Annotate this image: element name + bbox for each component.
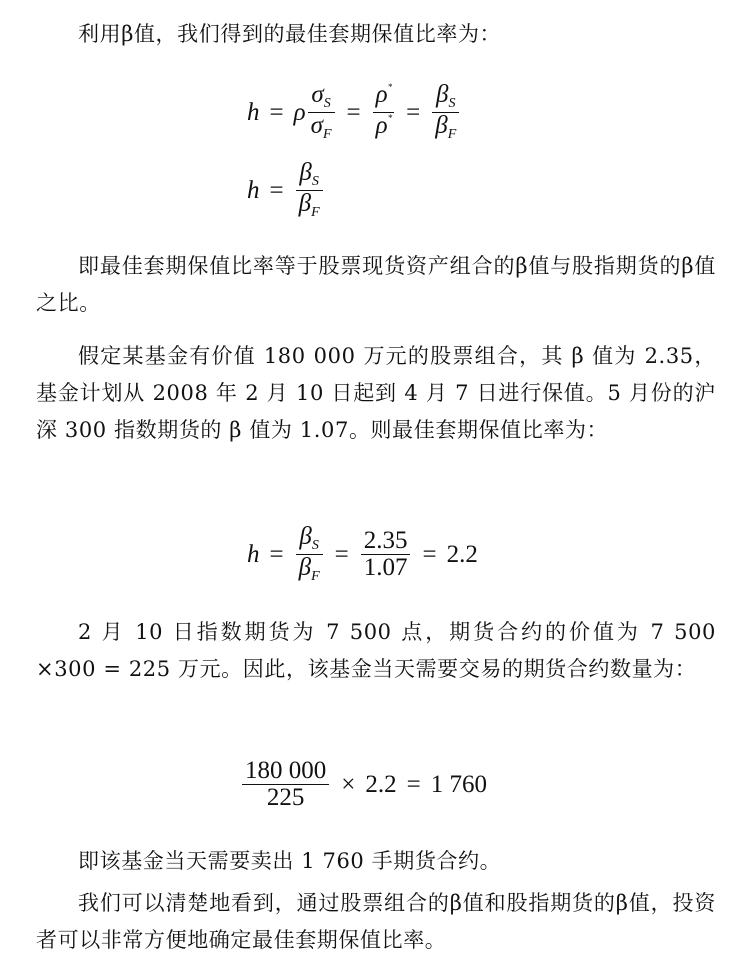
eq3-beta-fraction: $\frac{\beta_S}{\beta_F}$ — [296, 524, 323, 585]
eq1-rho-fraction: $\frac{\rho^*}{\rho^*}$ — [373, 82, 395, 143]
eq1-rho: ρ — [293, 98, 306, 126]
eq1-beta-fraction: $\frac{\beta_S}{\beta_F}$ — [432, 82, 459, 143]
eq2-beta-fraction: $\frac{\beta_S}{\beta_F}$ — [296, 160, 323, 221]
eq1-lhs: h — [247, 98, 260, 126]
equation-hedge-ratio — [247, 82, 461, 143]
paragraph-example: 假定某基金有价值 180 000 万元的股票组合，其 β 值为 2.35，基金计划从 2008 年 2 月 10 日起到 4 月 7 日进行保值。5 月份的沪深 300 指数期货的 β 值为 1.07。则最佳套期保值比率为： — [36, 344, 716, 442]
eq4-factor: 2.2 — [365, 770, 397, 798]
eq3-lhs: h — [247, 540, 260, 568]
eq3-equals-2: = — [334, 540, 349, 568]
paragraph-contract-value: 2 月 10 日指数期货为 7 500 点，期货合约的价值为 7 500 ×300 = 225 万元。因此，该基金当天需要交易的期货合约数量为： — [36, 620, 716, 681]
eq3-number-fraction: $\frac{2.35}{1.07}$ — [361, 528, 411, 581]
equation-contract-count — [240, 758, 487, 811]
eq1-equals-2: = — [346, 98, 361, 126]
eq4-fraction: $\frac{180 000}{225}$ — [242, 758, 329, 811]
eq4-times: × — [341, 770, 356, 798]
paragraph-intro: 利用β值，我们得到的最佳套期保值比率为： — [78, 22, 502, 46]
eq2-lhs: h — [247, 176, 260, 204]
equation-h-beta — [247, 160, 325, 221]
eq3-result: 2.2 — [446, 540, 478, 568]
paragraph-definition: 即最佳套期保值比率等于股票现货资产组合的β值与股指期货的β值之比。 — [36, 254, 716, 315]
eq1-sigma-fraction: $\frac{\sigma_S}{\sigma_F}$ — [308, 82, 335, 143]
eq3-equals-3: = — [422, 540, 437, 568]
paragraph-sell-contracts: 即该基金当天需要卖出 1 760 手期货合约。 — [78, 849, 502, 873]
eq2-equals: = — [269, 176, 284, 204]
eq1-equals-1: = — [269, 98, 284, 126]
equation-hedge-ratio-value — [247, 524, 478, 585]
paragraph-conclusion: 我们可以清楚地看到，通过股票组合的β值和股指期货的β值，投资者可以非常方便地确定最佳套期保值比率。 — [36, 891, 716, 952]
eq4-equals: = — [406, 770, 421, 798]
eq4-result: 1 760 — [430, 770, 487, 798]
eq3-equals-1: = — [269, 540, 284, 568]
eq1-equals-3: = — [406, 98, 421, 126]
